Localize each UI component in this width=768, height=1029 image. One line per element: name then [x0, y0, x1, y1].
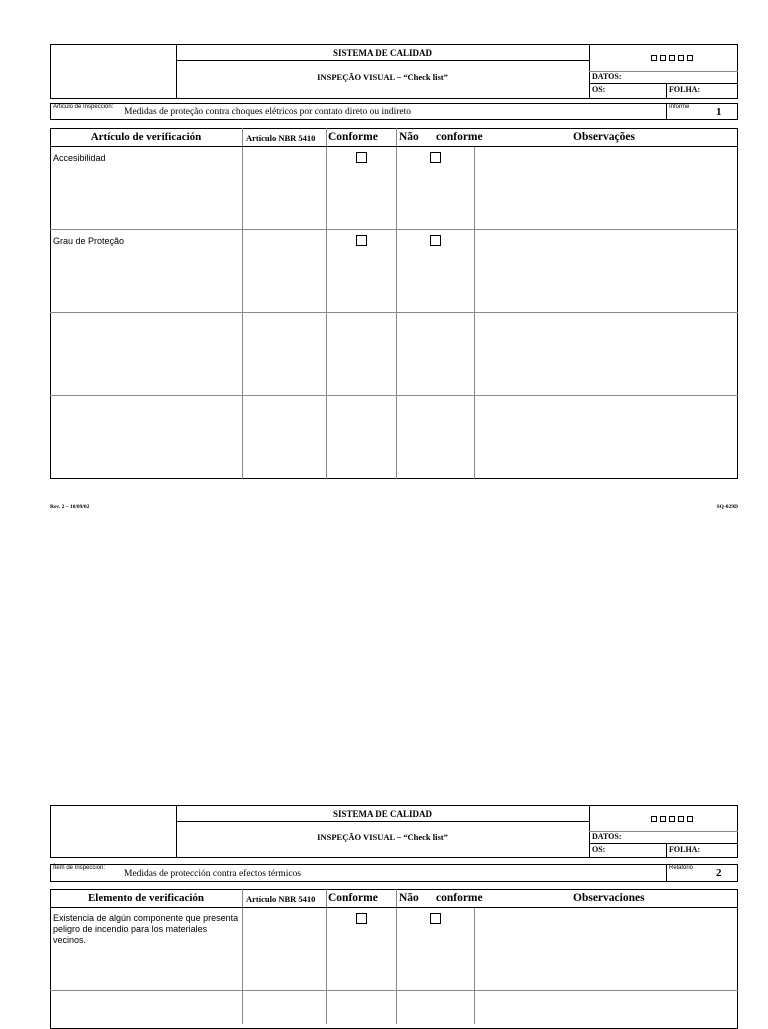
item-number-label: Relatório — [669, 865, 694, 871]
col-header-nao-conforme: conforme — [436, 892, 483, 904]
form-title: INSPEÇÃO VISUAL – “Check list” — [317, 72, 448, 82]
col-header-nao-conforme: conforme — [436, 131, 483, 143]
conforme-checkbox[interactable] — [356, 152, 367, 163]
os-label: OS: — [592, 845, 606, 854]
row-item-text: Existencia de algún componente que presenta peligro de incendio para los materiales vecinos. — [53, 913, 239, 945]
item-number: 2 — [716, 867, 722, 879]
logo-placeholder-squares — [651, 815, 696, 822]
col-header-nao: Não — [399, 131, 419, 143]
folha-label: FOLHA: — [669, 845, 701, 854]
form-title: INSPEÇÃO VISUAL – “Check list” — [317, 832, 448, 842]
col-header-nao: Não — [399, 892, 419, 904]
datos-label: DATOS: — [592, 72, 622, 81]
revision-note: Rev. 2 – 10/09/02 — [50, 504, 90, 510]
form-code: SQ-029D — [716, 504, 738, 510]
item-label: Ítem de Inspección: — [53, 865, 106, 871]
nao-conforme-checkbox[interactable] — [430, 235, 441, 246]
col-header-nbr: Artículo NBR 5410 — [246, 133, 316, 143]
nao-conforme-checkbox[interactable] — [430, 913, 441, 924]
item-title: Medidas de proteção contra choques elétricos por contato direto ou indireto — [124, 107, 412, 117]
datos-label: DATOS: — [592, 832, 622, 841]
item-number: 1 — [716, 106, 722, 118]
row-item-text: Grau de Proteção — [53, 236, 125, 246]
col-header-observacoes: Observações — [573, 131, 635, 143]
os-label: OS: — [592, 85, 606, 94]
col-header-nbr: Artículo NBR 5410 — [246, 894, 316, 904]
col-header-conforme: Conforme — [328, 131, 378, 143]
item-number-label: Informe — [669, 104, 690, 110]
item-label: Articulo de Inspección: — [53, 104, 114, 110]
item-title: Medidas de protección contra efectos térmicos — [124, 869, 301, 879]
col-header-conforme: Conforme — [328, 892, 378, 904]
col-header-observaciones: Observaciones — [573, 892, 645, 904]
checklist-table — [50, 889, 738, 1029]
system-title: SISTEMA DE CALIDAD — [332, 809, 433, 819]
system-title: SISTEMA DE CALIDAD — [332, 48, 433, 58]
checklist-table — [50, 128, 738, 479]
col-header-item: Artículo de verificación — [90, 131, 202, 143]
logo-placeholder-squares — [651, 54, 696, 61]
nao-conforme-checkbox[interactable] — [430, 152, 441, 163]
row-item-text: Accesibilidad — [53, 153, 106, 163]
conforme-checkbox[interactable] — [356, 913, 367, 924]
conforme-checkbox[interactable] — [356, 235, 367, 246]
col-header-item: Elemento de verificación — [87, 892, 205, 904]
folha-label: FOLHA: — [669, 85, 701, 94]
